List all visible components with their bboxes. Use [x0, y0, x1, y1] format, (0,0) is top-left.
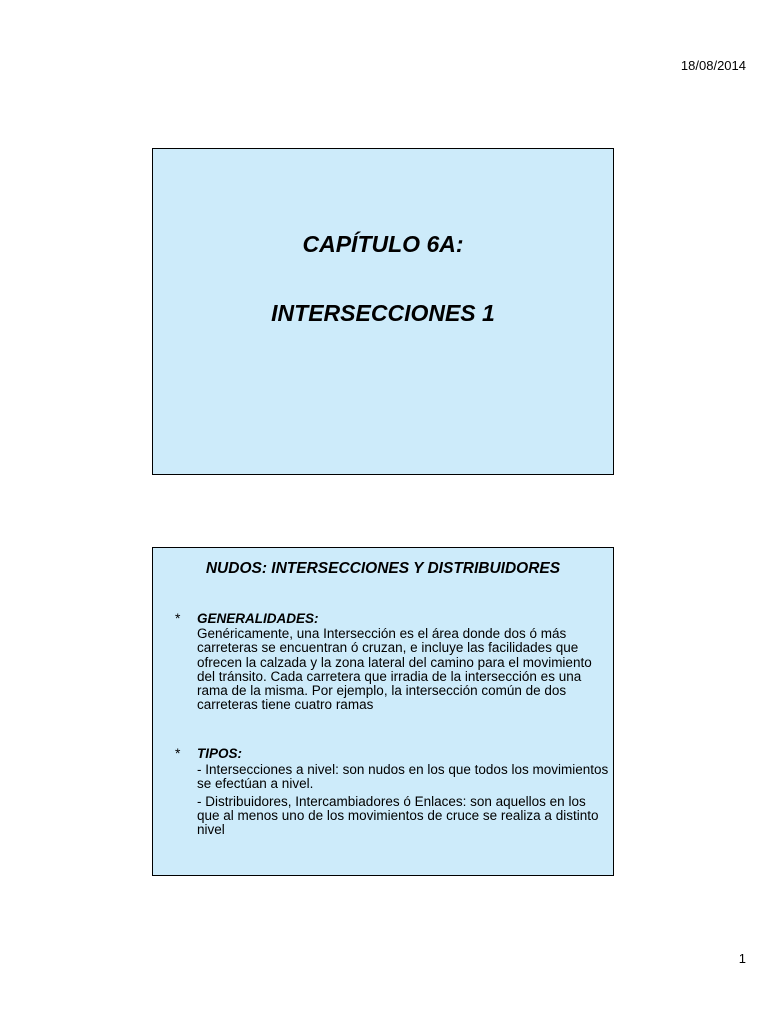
section-generalities	[175, 610, 605, 713]
type-item-interchange: - Distribuidores, Intercambiadores ó Enlaces: son aquellos en los que al menos uno de los movimientos de cruce se realiza a distinto nivel	[197, 793, 599, 838]
chapter-subject: INTERSECCIONES 1	[271, 300, 495, 326]
page-date: 18/08/2014	[680, 58, 746, 73]
type-item-at-grade: - Intersecciones a nivel: son nudos en los que todos los movimientos se efectúan a nivel.	[197, 762, 609, 792]
title-slide	[152, 148, 614, 475]
bullet-marker: *	[175, 610, 181, 626]
section-label-generalities: GENERALIDADES:	[197, 611, 319, 626]
slide-heading: NUDOS: INTERSECCIONES Y DISTRIBUIDORES	[205, 560, 561, 577]
content-slide	[152, 547, 614, 876]
section-types	[175, 745, 609, 838]
chapter-title: CAPÍTULO 6A:	[302, 231, 464, 257]
page-number: 1	[738, 951, 746, 966]
bullet-row-generalities	[175, 610, 605, 627]
bullet-marker: *	[175, 745, 181, 761]
section-label-types: TIPOS:	[197, 746, 243, 761]
bullet-row-types	[175, 745, 605, 762]
generalities-paragraph: Genéricamente, una Intersección es el área donde dos ó más carreteras se encuentran ó cruzan, e incluye las facilidades que ofrecen la calzada y la zona lateral del camino para el movimiento del tránsito. Cada carretera que irradia de la intersección es una rama de la misma. Por ejemplo, la intersección común de dos carreteras tiene cuatro ramas	[197, 626, 592, 713]
